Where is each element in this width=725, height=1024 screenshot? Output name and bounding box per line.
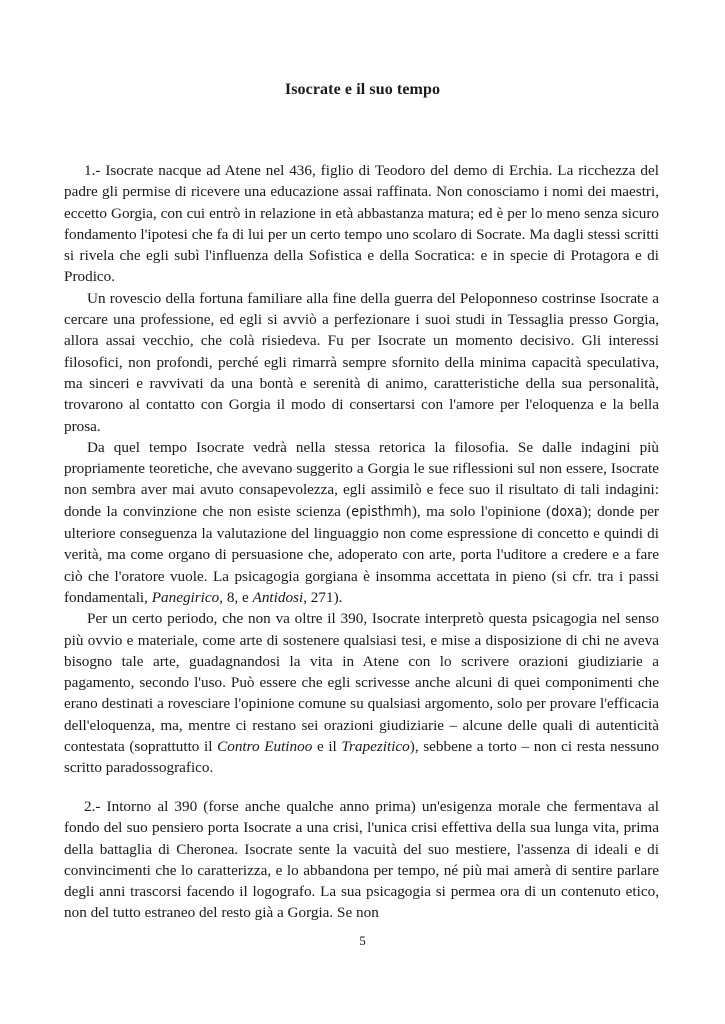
paragraph-1-2: Un rovescio della fortuna familiare alla fine della guerra del Peloponneso costrinse Isocrate a cercare una professione, ed egli si avviò a perfezionare i suoi studi in Tessaglia presso Gorgia, allora assai vecchio, che colà risiedeva. Fu per Isocrate un momento decisivo. Gli interessi filosofici, non profondi, perché egli rimarrà sempre sfornito della minima capacità speculativa, ma sinceri e ravvivati da una bontà e serenità di animo, caratteristiche della sua personalità, trovarono al contatto con Gorgia il modo di consertarsi con l'amore per l'eloquenza e la bella prosa. bbox=[64, 289, 659, 435]
paragraph-1-4 bbox=[64, 608, 659, 778]
paragraph-1-3-part-d: , 8, e bbox=[219, 588, 253, 606]
paragraph-1-3-part-c: ); donde per ulteriore conseguenza la valutazione del linguaggio non come espressione di concetto e quindi di verità, ma come organo di persuasione che, adoperato con arte, porta l'uditore a credere e a fare ciò che l'oratore vuole. La psicagogia gorgiana è insomma accettata in pieno (si cfr. tra i passi fondamentali, bbox=[64, 502, 659, 606]
work-title-panegirico: Panegirico bbox=[151, 588, 220, 606]
paragraph-1-3-part-e: , 271). bbox=[303, 588, 343, 606]
paragraph-2-1: 2.- Intorno al 390 (forse anche qualche anno prima) un'esigenza morale che fermentava al fondo del suo pensiero porta Isocrate a una crisi, l'unica crisi effettiva della sua lunga vita, prima della battaglia di Cheronea. Isocrate sente la vacuità del suo mestiere, l'assenza di ideali e di convincimenti che lo caratterizza, e lo abbandona per tempo, né più mai amerà di sentire parlare degli anni trascorsi facendo il logografo. La sua psicagogia si permea ora di un contenuto etico, non del tutto estraneo del resto già a Gorgia. Se non bbox=[64, 798, 659, 922]
paragraph-1-4-part-b: e il bbox=[312, 738, 342, 756]
paragraph-1-4-part-c: ), sebbene a torto – non ci resta nessuno scritto paradossografico. bbox=[64, 738, 659, 777]
paragraph-1-3-part-b: ), ma solo l'opinione ( bbox=[411, 502, 552, 520]
greek-word-episteme: episthmh bbox=[351, 503, 412, 520]
paragraph-1-3-part-a: Da quel tempo Isocrate vedrà nella stessa retorica la filosofia. Se dalle indagini più propriamente teoretiche, che avevano suggerito a Gorgia le sue riflessioni sul non essere, Isocrate non sembra aver mai avuto consapevolezza, egli assimilò e fece suo il risultato di tali indagini: donde la convinzione che non esiste scienza ( bbox=[64, 438, 659, 520]
paragraph-1-3 bbox=[64, 437, 659, 608]
page-title: Isocrate e il suo tempo bbox=[284, 81, 441, 98]
work-title-trapezitico: Trapezitico bbox=[341, 738, 410, 756]
paragraph-1-1: 1.- Isocrate nacque ad Atene nel 436, figlio di Teodoro del demo di Erchia. La ricchezza del padre gli permise di ricevere una educazione assai raffinata. Non conosciamo i nomi dei maestri, eccetto Gorgia, con cui entrò in relazione in età abbastanza matura; ed è per lo meno senza sicuro fondamento l'ipotesi che fa di lui per un certo tempo uno scolaro di Socrate. Ma dagli stessi scritti si rivela che egli subì l'influenza della Sofistica e della Socratica: e in specie di Protagora e di Prodico. bbox=[64, 162, 659, 286]
work-title-contro-eutinoo: Contro Eutinoo bbox=[217, 738, 313, 756]
section-2 bbox=[64, 796, 659, 924]
greek-word-doxa: doxa bbox=[551, 503, 583, 520]
section-1 bbox=[64, 160, 659, 779]
work-title-antidosi: Antidosi bbox=[252, 588, 304, 606]
paragraph-1-4-part-a: Per un certo periodo, che non va oltre il 390, Isocrate interpretò questa psicagogia nel senso più ovvio e materiale, come arte di sostenere qualsiasi tesi, e mise a disposizione di chi ne aveva bisogno tale arte, guadagnandosi la vita in Atene con lo scrivere orazioni giudiziarie a pagamento, secondo l'uso. Può essere che egli scrivesse anche alcuni di quei componimenti che erano destinati a rovesciare l'opinione comune su qualsiasi argomento, solo per provare l'efficacia dell'eloquenza, ma, mentre ci restano sei orazioni giudiziarie – alcune delle quali di autenticità contestata (soprattutto il bbox=[64, 610, 659, 756]
page-number: 5 bbox=[359, 933, 366, 948]
